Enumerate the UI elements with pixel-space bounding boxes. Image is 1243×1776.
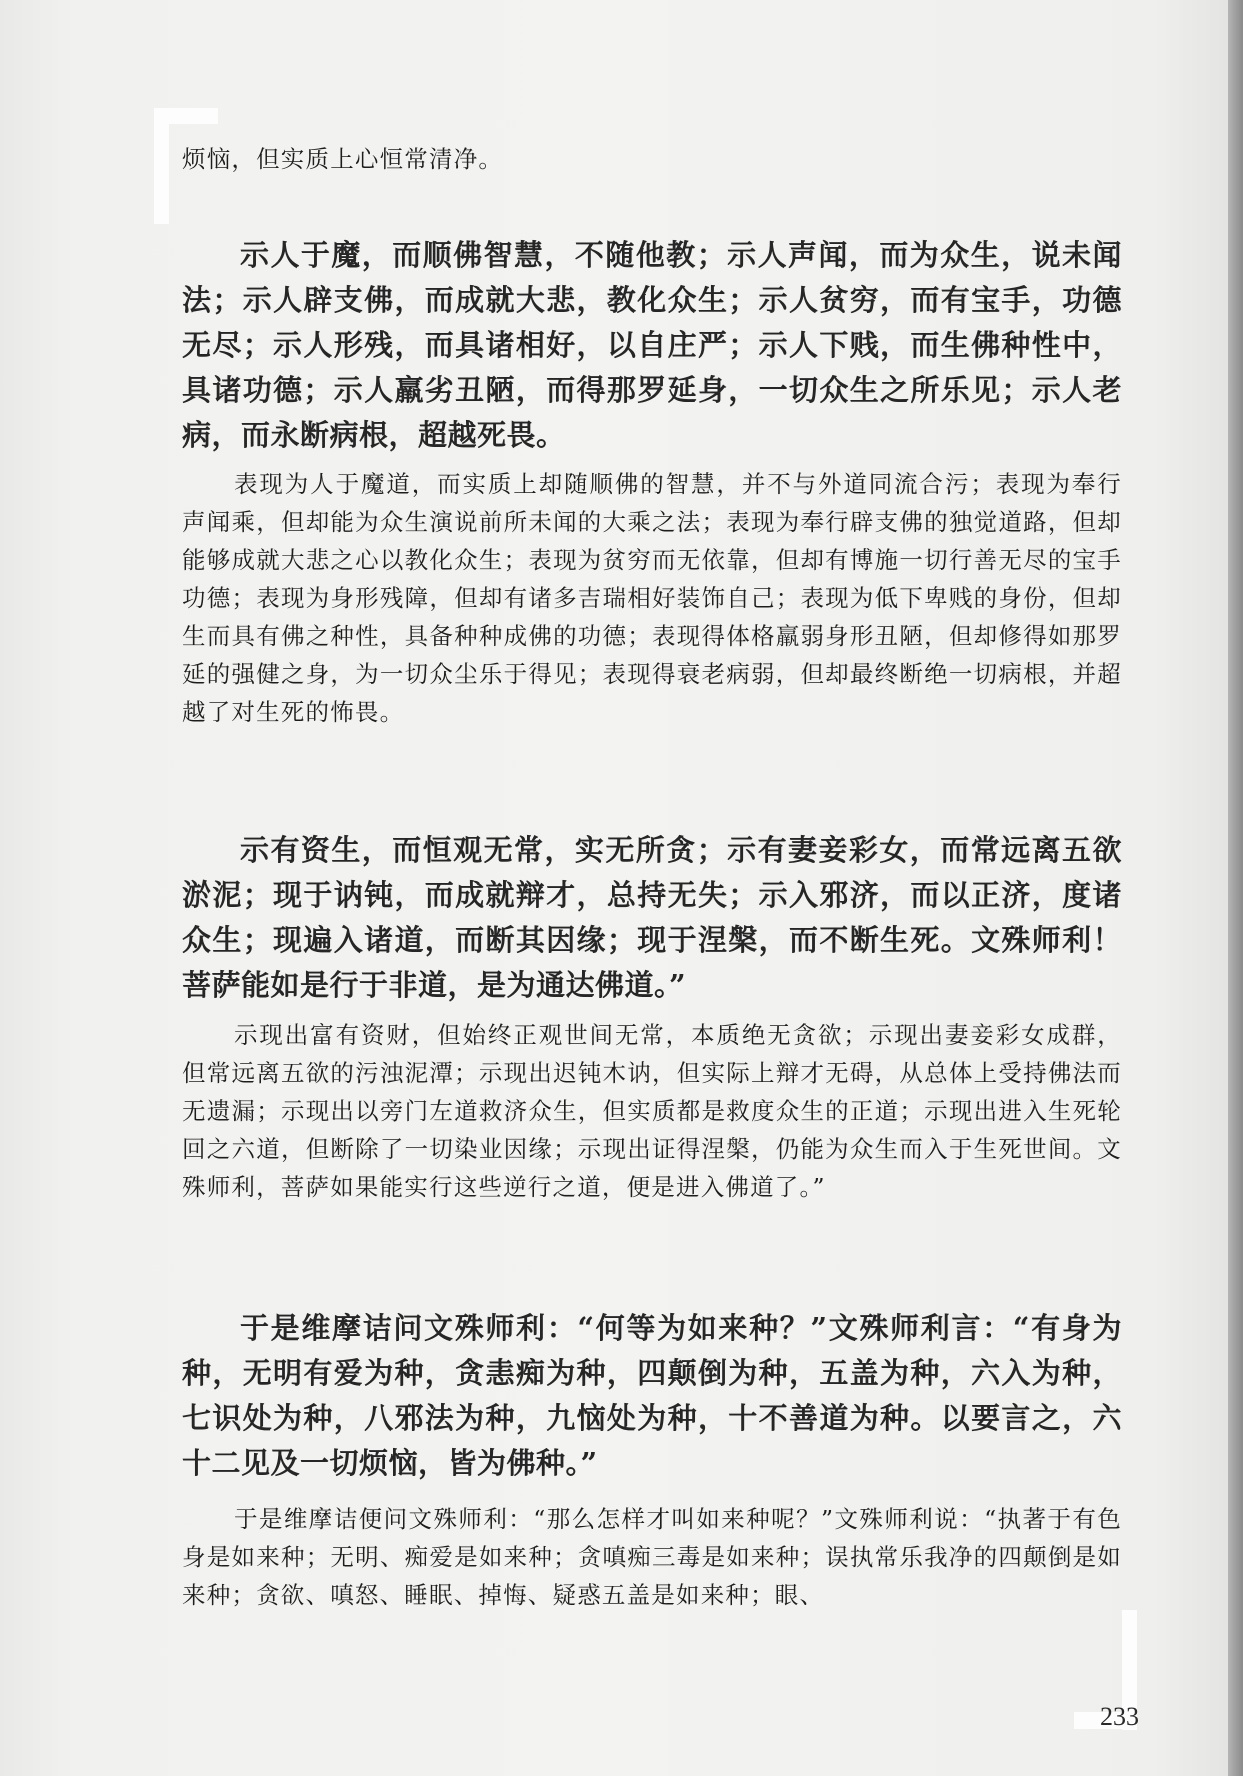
translation-paragraph: 于是维摩诘便问文殊师利：“那么怎样才叫如来种呢？”文殊师利说：“执著于有色身是如来种；无明、痴爱是如来种；贪嗔痴三毒是如来种；误执常乐我净的四颠倒是如来种；贪欲、嗔怒、睡眠、掉悔、疑惑五盖是如来种；眼、 [182, 1505, 1122, 1609]
original-paragraph: 示人于魔，而顺佛智慧，不随他教；示人声闻，而为众生，说未闻法；示人辟支佛，而成就大悲，教化众生；示人贫穷，而有宝手，功德无尽；示人形残，而具诸相好，以自庄严；示人下贱，而生佛种性中，具诸功德；示人羸劣丑陋，而得那罗延身，一切众生之所乐见；示人老病，而永断病根，超越死畏。 [182, 238, 1122, 452]
corner-mark-top-left [154, 108, 169, 224]
page-edge [1228, 0, 1243, 1776]
translation-paragraph: 表现为人于魔道，而实质上却随顺佛的智慧，并不与外道同流合污；表现为奉行声闻乘，但却能为众生演说前所未闻的大乘之法；表现为奉行辟支佛的独觉道路，但却能够成就大悲之心以教化众生；表现为贫穷而无依靠，但却有博施一切行善无尽的宝手功德；表现为身形残障，但却有诸多吉瑞相好装饰自己；表现为低下卑贱的身份，但却生而具有佛之种性，具备种种成佛的功德；表现得体格羸弱身形丑陋，但却修得如那罗延的强健之身，为一切众尘乐于得见；表现得衰老病弱，但却最终断绝一切病根，并超越了对生死的怖畏。 [182, 470, 1122, 726]
corner-mark-top-left-bar [154, 108, 218, 124]
page-number: 233 [1100, 1702, 1139, 1731]
original-paragraph: 示有资生，而恒观无常，实无所贪；示有妻妾彩女，而常远离五欲淤泥；现于讷钝，而成就辩才，总持无失；示入邪济，而以正济，度诸众生；现遍入诸道，而断其因缘；现于涅槃，而不断生死。文殊师利！菩萨能如是行于非道，是为通达佛道。” [182, 833, 1122, 1002]
translation-paragraph: 示现出富有资财，但始终正观世间无常，本质绝无贪欲；示现出妻妾彩女成群，但常远离五欲的污浊泥潭；示现出迟钝木讷，但实际上辩才无碍，从总体上受持佛法而无遗漏；示现出以旁门左道救济众生，但实质都是救度众生的正道；示现出进入生死轮回之六道，但断除了一切染业因缘；示现出证得涅槃，仍能为众生而入于生死世间。文殊师利，菩萨如果能实行这些逆行之道，便是进入佛道了。” [182, 1021, 1122, 1201]
original-paragraph: 于是维摩诘问文殊师利：“何等为如来种？”文殊师利言：“有身为种，无明有爱为种，贪恚痴为种，四颠倒为种，五盖为种，六入为种，七识处为种，八邪法为种，九恼处为种，十不善道为种。以要言之，六十二见及一切烦恼，皆为佛种。” [182, 1311, 1122, 1480]
translation-paragraph: 烦恼，但实质上心恒常清净。 [182, 145, 504, 173]
